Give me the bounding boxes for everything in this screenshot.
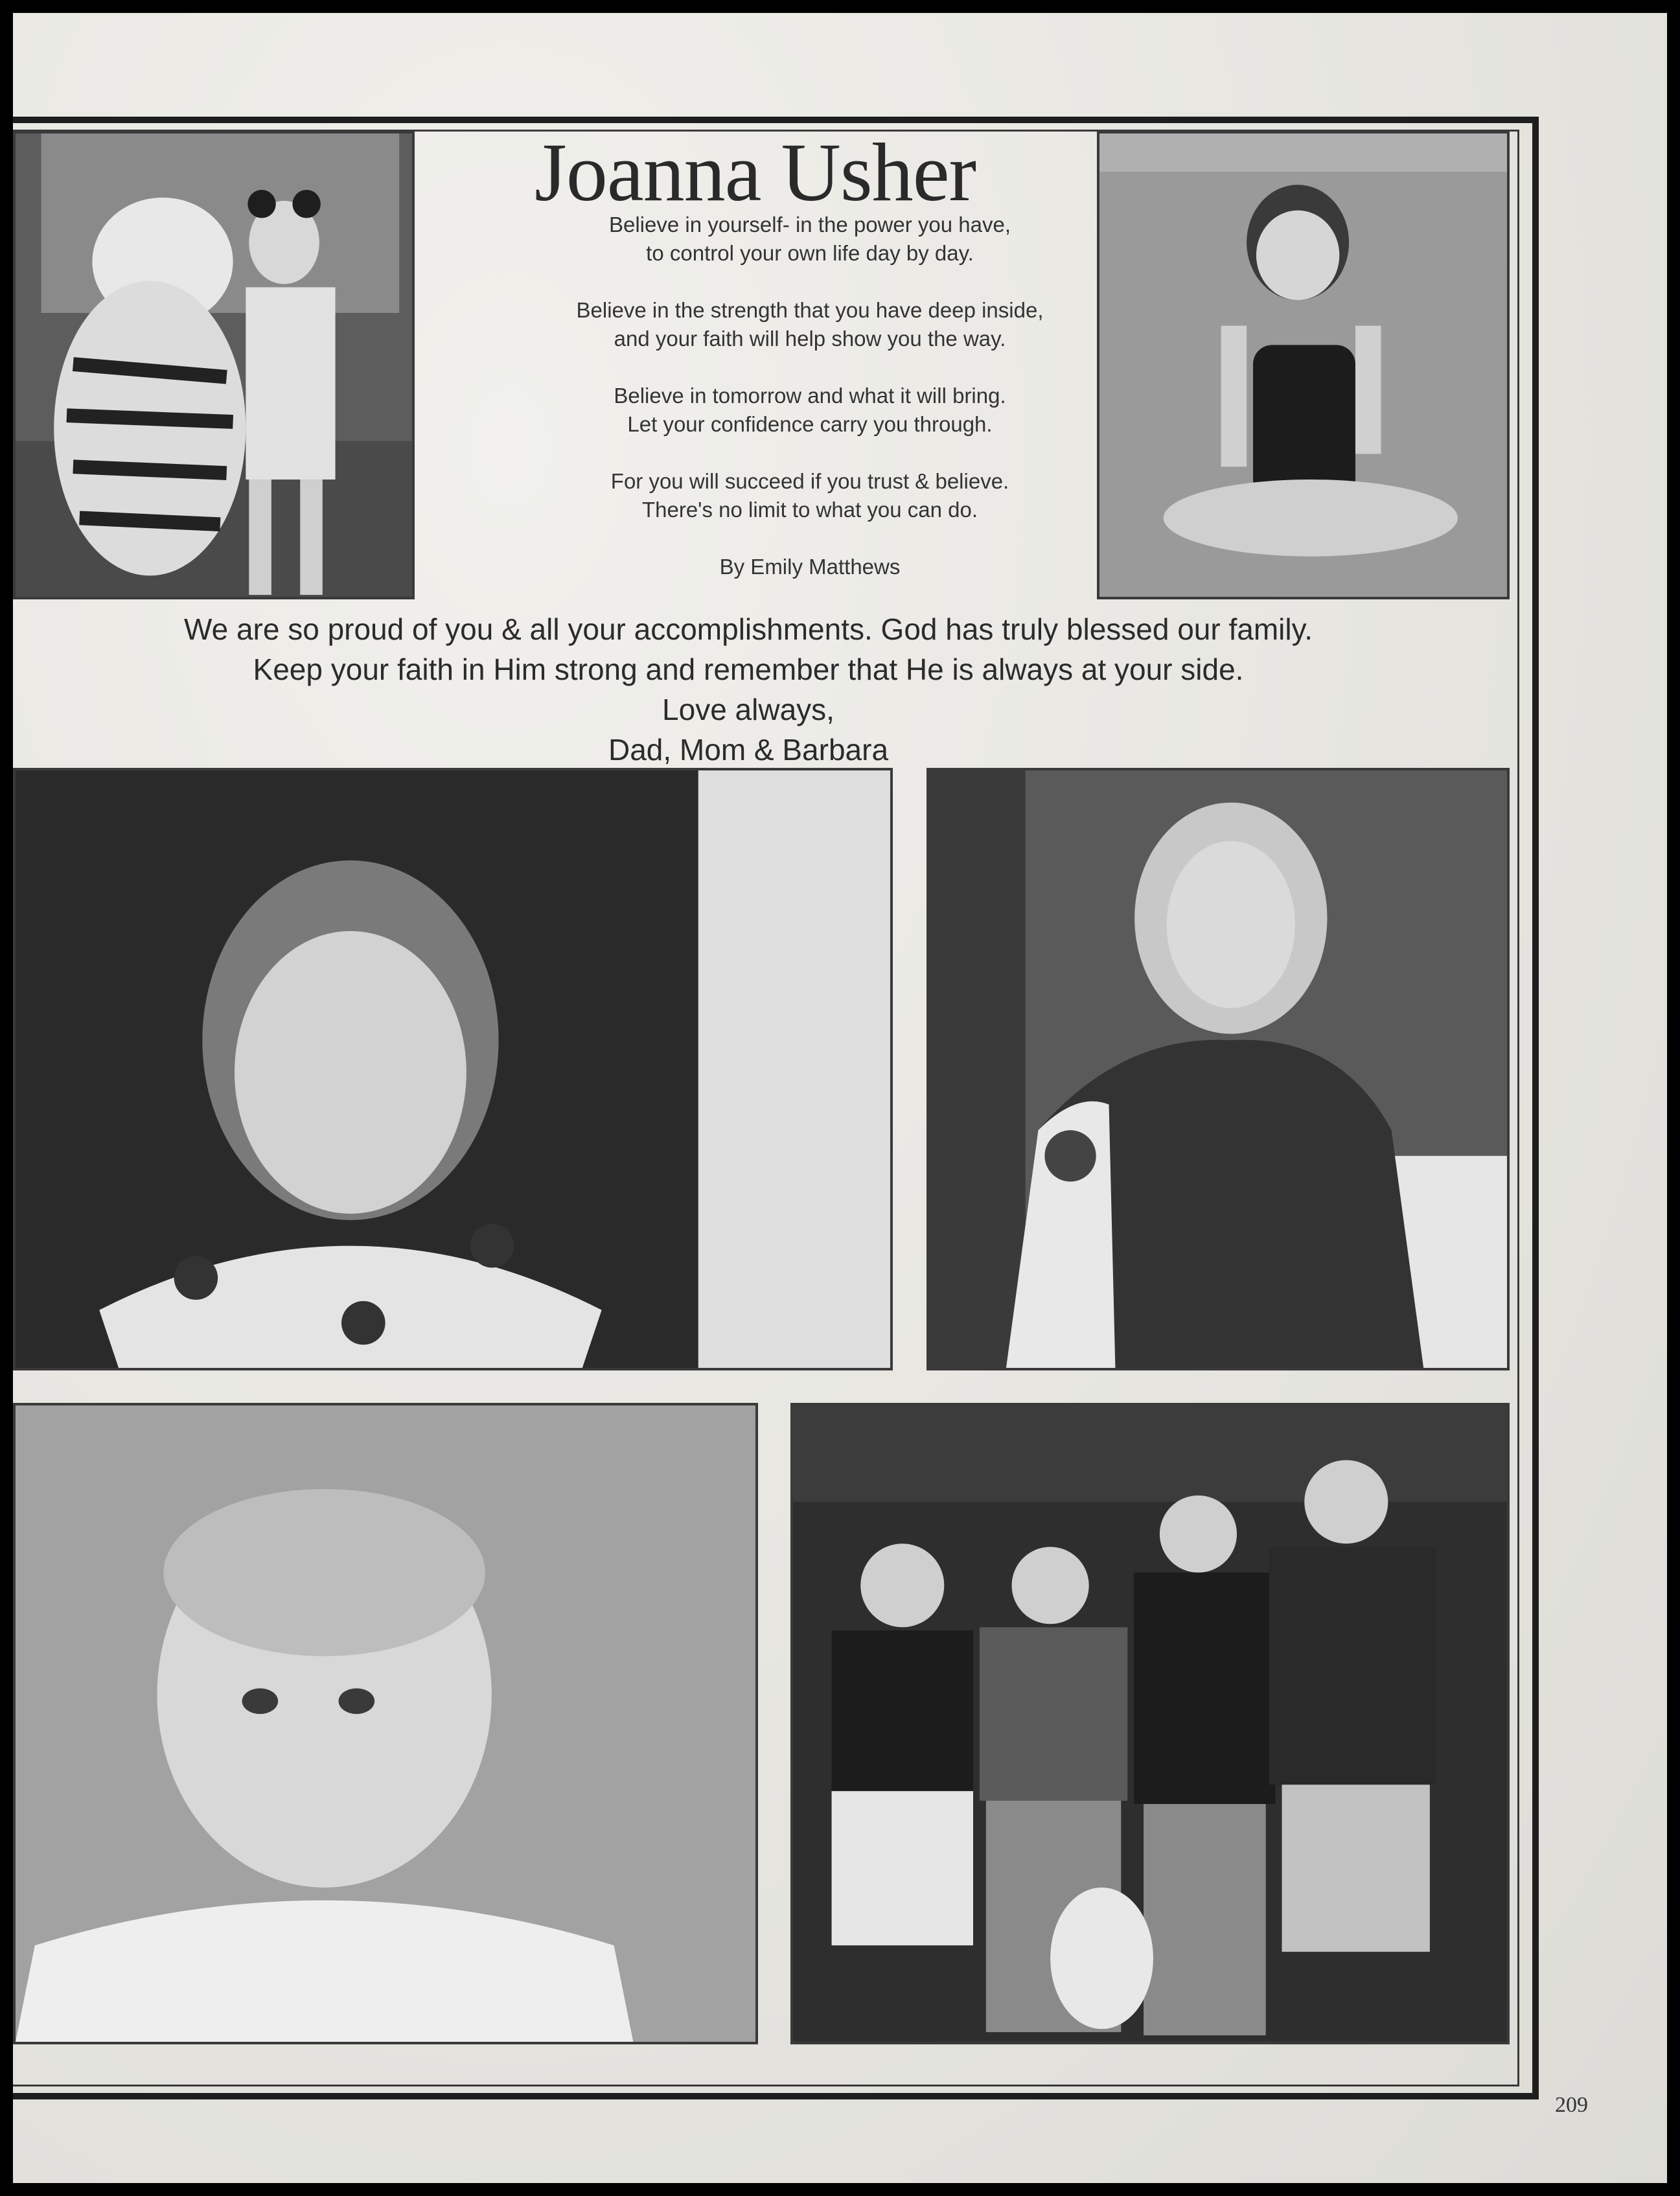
photo-family-image (793, 1405, 1507, 2042)
message-line: We are so proud of you & all your accomplishments. God has truly blessed our family. (184, 612, 1313, 646)
message-line: Dad, Mom & Barbara (608, 733, 889, 767)
photo-tigger (13, 131, 415, 599)
photo-baby-image (16, 1405, 755, 2042)
photo-letter-jacket-image (929, 770, 1507, 1368)
page-title: Joanna Usher (535, 126, 976, 218)
message-line: Keep your faith in Him strong and remember that He is always at your side. (253, 653, 1244, 686)
photo-christmas-tree (13, 768, 893, 1370)
poem-stanza (428, 467, 1192, 524)
poem-line: Believe in the strength that you have deep inside, (576, 298, 1044, 322)
poem-author: By Emily Matthews (719, 555, 901, 579)
poem-stanza (428, 382, 1192, 439)
photo-tigger-image (16, 133, 412, 597)
parents-message (52, 609, 1445, 770)
poem-stanza (428, 211, 1192, 268)
photo-letter-jacket (926, 768, 1510, 1370)
photo-family (790, 1403, 1510, 2044)
poem-line: and your faith will help show you the way. (614, 327, 1006, 351)
message-line: Love always, (662, 693, 834, 726)
poem-line: For you will succeed if you trust & believe. (610, 469, 1009, 493)
poem-stanza (428, 296, 1192, 353)
photo-christmas-tree-image (16, 770, 890, 1368)
page-number: 209 (1555, 2093, 1588, 2117)
yearbook-page (13, 13, 1667, 2183)
poem-line: Let your confidence carry you through. (627, 412, 993, 436)
poem-line: There's no limit to what you can do. (641, 498, 978, 522)
photo-baby (13, 1403, 758, 2044)
poem-line: to control your own life day by day. (646, 241, 974, 265)
poem-line: Believe in tomorrow and what it will bring. (614, 384, 1006, 408)
poem-line: Believe in yourself- in the power you have, (608, 213, 1011, 237)
poem (428, 211, 1192, 581)
